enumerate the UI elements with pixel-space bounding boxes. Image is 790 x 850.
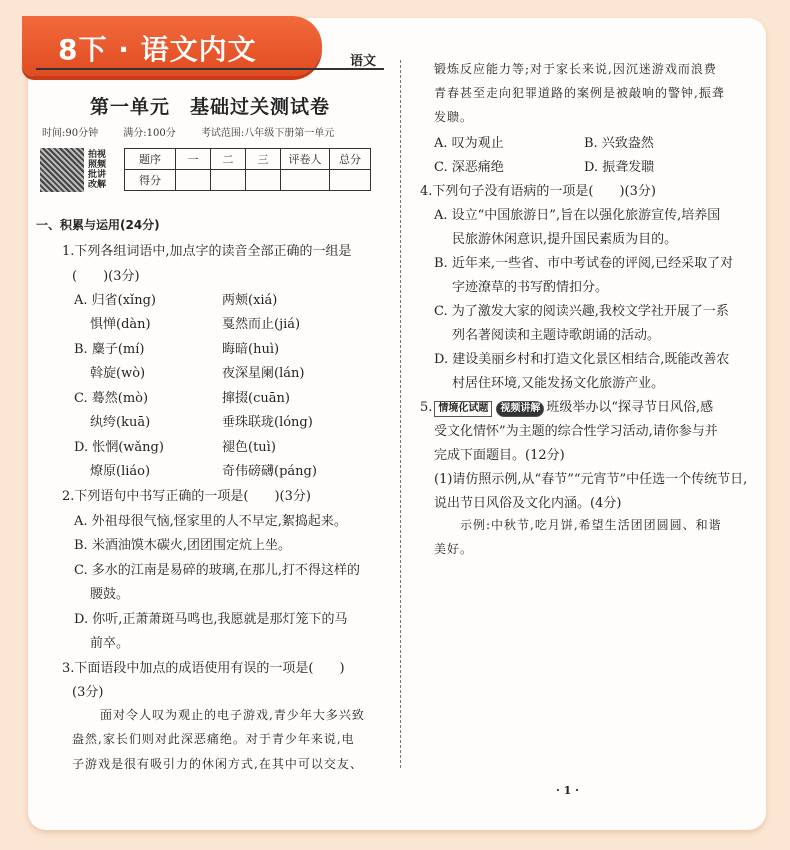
video-explain-button[interactable]: 视频讲解 (496, 401, 544, 417)
q1-option-d: D. 怅惘(wǎng) (74, 440, 164, 455)
q3-passage-line: 面对令人叹为观止的电子游戏,青少年大多兴致 (100, 708, 365, 722)
exam-meta (42, 124, 356, 139)
q1-option-c-word2: 撺掇(cuān) (222, 391, 290, 406)
q2-stem: 2.下列语句中书写正确的一项是( )(3分) (62, 489, 311, 504)
q4-option-b: B. 近年来,一些省、市中考试卷的评阅,已经采取了对 (434, 256, 734, 271)
q1-option-b-word3: 斡旋(wò) (90, 366, 146, 381)
q1-stem-cont: ( )(3分) (72, 269, 140, 284)
q1-option-a-word4: 戛然而止(jiá) (222, 317, 301, 332)
table-cell: 题序 (125, 149, 176, 170)
exam-scope: 考试范围:八年级下册第一单元 (200, 128, 335, 139)
q4-option-c: C. 为了激发大家的阅读兴趣,我校文学社开展了一系 (434, 304, 729, 319)
q3-passage-line: 锻炼反应能力等;对于家长来说,因沉迷游戏而浪费 (434, 62, 717, 76)
q3-passage-line: 盎然,家长们则对此深恶痛绝。对于青少年来说,电 (72, 732, 355, 746)
q2-option-c-cont: 腰鼓。 (90, 587, 130, 602)
q3-stem: 3.下面语段中加点的成语使用有误的一项是( ) (62, 661, 345, 676)
q3-passage-line: 子游戏是很有吸引力的休闲方式,在其中可以交友、 (72, 757, 363, 771)
q4-stem: 4.下列句子没有语病的一项是( )(3分) (420, 184, 656, 199)
qr-label: 拍视照频批讲改解 (88, 150, 107, 190)
q4-option-d: D. 建设美丽乡村和打造文化景区相结合,既能改善农 (434, 352, 730, 367)
table-cell (211, 170, 246, 191)
q2-option-a: A. 外祖母很气恼,怪家里的人不早定,絮捣起来。 (74, 514, 347, 529)
q1-stem: 1.下列各组词语中,加点字的读音全部正确的一组是 (62, 244, 352, 259)
banner-title: 8下 · 语文内文 (58, 33, 257, 66)
q1-option-b-word2: 晦暗(huì) (222, 342, 280, 357)
q4-option-a-cont: 民旅游休闲意识,提升国民素质为目的。 (452, 232, 678, 247)
q2-option-c: C. 多水的江南是易碎的玻璃,在那儿,打不得这样的 (74, 563, 361, 578)
table-cell (176, 170, 211, 191)
q3-passage-line: 发聩。 (434, 110, 474, 124)
q4-option-c-cont: 列名著阅读和主题诗歌朗诵的活动。 (452, 328, 661, 343)
q1-option-d-word2: 褪色(tuì) (222, 440, 276, 455)
exam-time: 时间:90分钟 (42, 128, 99, 139)
q1-option-a-word3: 惧惮(dàn) (90, 317, 151, 332)
q5-sub1: (1)请仿照示例,从“春节”“元宵节”中任选一个传统节日, (434, 472, 748, 487)
q1-option-b: B. 麋子(mí) (74, 342, 145, 357)
q2-option-d-cont: 前卒。 (90, 636, 130, 651)
q5-sub1-cont: 说出节日风俗及文化内涵。(4分) (434, 496, 622, 511)
column-divider (400, 60, 401, 768)
q5-number: 5. (420, 400, 433, 415)
q1-option-d-word3: 燎原(liáo) (90, 464, 151, 479)
scenario-badge: 情境化试题 (434, 401, 492, 417)
q1-option-c: C. 蓦然(mò) (74, 391, 149, 406)
page-number: · 1 · (556, 784, 579, 797)
table-cell: 二 (211, 149, 246, 170)
q3-stem-cont: (3分) (72, 685, 104, 700)
q4-option-a: A. 设立“中国旅游日”,旨在以强化旅游宣传,培养国 (434, 208, 721, 223)
q3-option-d: D. 振聋发聩 (584, 160, 655, 175)
header-banner (22, 16, 322, 76)
subject-label: 语文 (350, 54, 377, 69)
q1-option-c-word4: 垂珠联珑(lóng) (222, 415, 313, 430)
q3-option-b: B. 兴致盎然 (584, 136, 654, 151)
qr-image (40, 148, 84, 192)
exam-score: 满分:100分 (123, 128, 176, 139)
table-row (125, 170, 371, 191)
table-cell: 得分 (125, 170, 176, 191)
score-table (124, 148, 371, 191)
q1-option-a: A. 归省(xǐng) (74, 293, 156, 308)
q3-option-a: A. 叹为观止 (434, 136, 504, 151)
q3-passage-line: 青春甚至走向犯罪道路的案例是被敲响的警钟,振聋 (434, 86, 725, 100)
table-cell: 总分 (330, 149, 371, 170)
q4-option-d-cont: 村居住环境,又能发扬文化旅游产业。 (452, 376, 665, 391)
q2-option-b: B. 米酒油馍木碳火,团团围定炕上坐。 (74, 538, 291, 553)
q3-option-c: C. 深恶痛绝 (434, 160, 504, 175)
table-cell: 一 (176, 149, 211, 170)
q2-option-d: D. 你听,正萧萧斑马鸣也,我愿就是那灯笼下的马 (74, 612, 348, 627)
q5-stem-cont: 完成下面题目。(12分) (434, 448, 565, 463)
q1-option-d-word4: 奇伟磅礴(páng) (222, 464, 317, 479)
q5-header (420, 396, 713, 417)
exam-title: 第一单元 基础过关测试卷 (89, 96, 330, 118)
qr-code[interactable] (40, 148, 110, 192)
table-row (125, 149, 371, 170)
table-cell (281, 170, 330, 191)
q1-option-c-word3: 纨绔(kuā) (90, 415, 151, 430)
q1-option-b-word4: 夜深星阑(lán) (222, 366, 305, 381)
q5-stem-cont: 受文化情怀”为主题的综合性学习活动,请你参与并 (434, 424, 718, 439)
header-rule (36, 68, 384, 70)
q1-option-a-word2: 两颊(xiá) (222, 293, 278, 308)
table-cell: 三 (246, 149, 281, 170)
table-cell: 评卷人 (281, 149, 330, 170)
q5-example-cont: 美好。 (434, 542, 474, 556)
q5-stem: 班级举办以“探寻节日风俗,感 (546, 400, 714, 415)
q5-example: 示例:中秋节,吃月饼,希望生活团团圆圆、和谐 (460, 518, 722, 532)
table-cell (330, 170, 371, 191)
table-cell (246, 170, 281, 191)
section-heading: 一、积累与运用(24分) (36, 218, 160, 232)
q4-option-b-cont: 字迹潦草的书写酌情扣分。 (452, 280, 609, 295)
